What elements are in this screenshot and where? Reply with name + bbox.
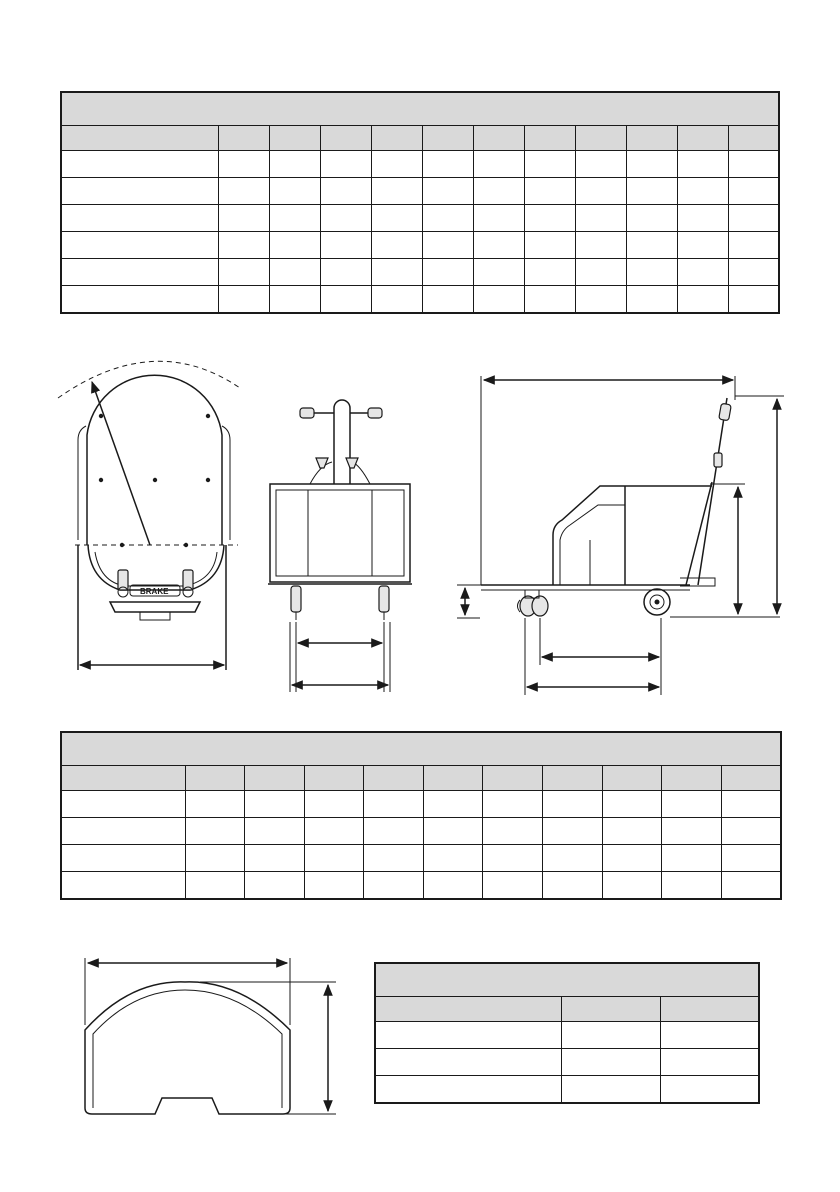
handle-outline-drawing: [85, 958, 336, 1114]
side-view-drawing: [457, 376, 784, 695]
front-view-drawing: [268, 400, 412, 692]
top-view-drawing: [58, 361, 240, 670]
brake-label: BRAKE: [140, 587, 169, 596]
